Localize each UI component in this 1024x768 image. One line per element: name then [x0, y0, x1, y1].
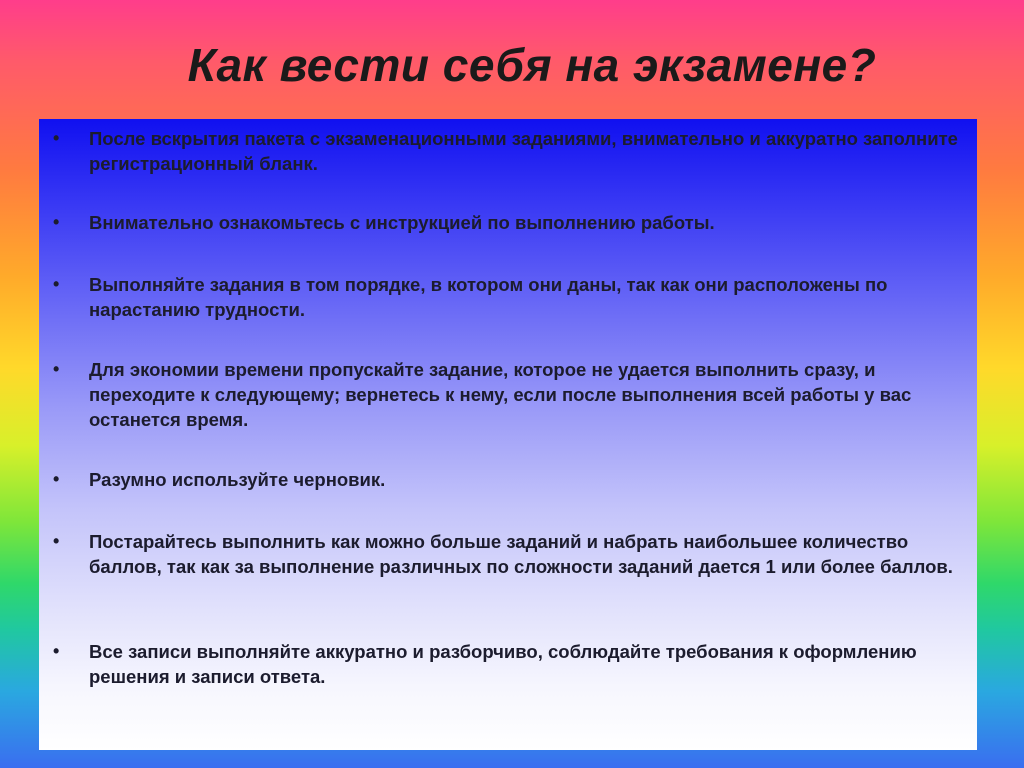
bullet-text: Для экономии времени пропускайте задание, которое не удается выполнить сразу, и переходите к следующему; вернетесь к нему, если после выполнения всей работы у вас останется время. [89, 359, 912, 430]
bullet-item [39, 639, 977, 689]
bullet-item [39, 210, 977, 235]
bullet-item [39, 357, 977, 432]
bullet-marker: • [53, 128, 60, 148]
bullet-marker: • [53, 359, 60, 379]
bullet-item [39, 126, 977, 176]
bullet-text: Все записи выполняйте аккуратно и разборчиво, соблюдайте требования к оформлению решения и записи ответа. [89, 641, 917, 687]
bullet-marker: • [53, 531, 60, 551]
bullet-marker: • [53, 641, 60, 661]
bullet-item [39, 529, 977, 579]
bullet-text: Внимательно ознакомьтесь с инструкцией по выполнению работы. [89, 212, 715, 233]
bullet-text: Выполняйте задания в том порядке, в котором они даны, так как они расположены по нарастанию трудности. [89, 274, 888, 320]
bullet-marker: • [53, 469, 60, 489]
bullet-text: Постарайтесь выполнить как можно больше заданий и набрать наибольшее количество баллов, так как за выполнение различных по сложности заданий дается 1 или более баллов. [89, 531, 953, 577]
bullet-item [39, 272, 977, 322]
bullet-text: После вскрытия пакета с экзаменационными заданиями, внимательно и аккуратно заполните регистрационный бланк. [89, 128, 958, 174]
bullet-item [39, 467, 977, 492]
bullet-text: Разумно используйте черновик. [89, 469, 386, 490]
slide-title: Как вести себя на экзамене? [187, 39, 877, 91]
bullet-marker: • [53, 212, 60, 232]
bullet-marker: • [53, 274, 60, 294]
content-box [39, 119, 977, 750]
